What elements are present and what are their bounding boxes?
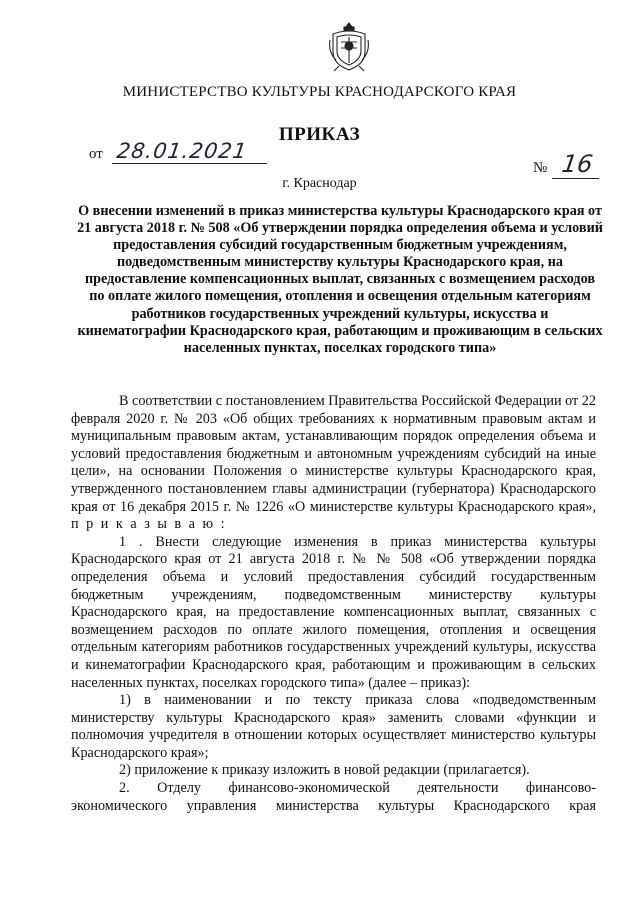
- date-prefix: от: [89, 146, 103, 162]
- ministry-name: МИНИСТЕРСТВО КУЛЬТУРЫ КРАСНОДАРСКОГО КРАЯ: [122, 84, 517, 100]
- item-1-1-paragraph: 1) в наименовании и по тексту приказа слова «подведомственным министерству культуры Краснодарского края» заменить словами «функции и полномочия учредителя в отношении которых осуществляет министерство культуры Краснодарского края»;: [71, 692, 596, 761]
- item-2-paragraph: 2. Отделу финансово-экономической деятельности финансово-экономического управления министерства культуры Краснодарского края: [71, 780, 596, 814]
- item-1-2-paragraph: 2) приложение к приказу изложить в новой редакции (прилагается).: [119, 762, 530, 779]
- city: г. Краснодар: [282, 176, 357, 191]
- date-underline: [112, 163, 267, 164]
- handwritten-date: 28.01.2021: [115, 139, 249, 163]
- order-subject: О внесении изменений в приказ министерства культуры Краснодарского края от 21 августа 2018 г. № 508 «Об утверждении порядка определения объема и условий предоставления субсидий государственным бюджетным учреждениям, подведомственным министерству культуры Краснодарского края, на предоставление компенсационных выплат, связанных с возмещением расходов по оплате жилого помещения, отопления и освещения отдельным категориям работников государственных учреждений культуры, искусства и кинематографии Краснодарского края, работающим и проживающим в сельских населенных пунктах, поселках городского типа»: [77, 203, 603, 356]
- item-1-paragraph: 1 . Внести следующие изменения в приказ министерства культуры Краснодарского края от 21 августа 2018 г. № № 508 «Об утверждении порядка определения объема и условий предоставления субсидий государственным бюджетным учреждениям, подведомственным министерству культуры Краснодарского края, на предоставление компенсационных выплат, связанных с возмещением расходов по оплате жилого помещения, отопления и освещения отдельным категориям работников государственных учреждений культуры, искусства и кинематографии Краснодарского края, работающим и проживающим в сельских населенных пунктах, поселках городского типа» (далее – приказ):: [71, 533, 596, 691]
- order-title: ПРИКАЗ: [278, 124, 361, 145]
- coat-of-arms-icon: [327, 20, 371, 74]
- preamble-paragraph: [71, 393, 596, 534]
- handwritten-number: 16: [560, 150, 595, 178]
- order-body: [71, 393, 596, 815]
- number-prefix: №: [533, 160, 548, 176]
- preamble-text: В соответствии с постановлением Правительства Российской Федерации от 22 февраля 2020 г. № 203 «Об общих требованиях к нормативным правовым актам и муниципальным правовым актам, устанавливающим порядок определения объема и условий предоставления бюджетным и автономным учреждениям субсидий на иные цели», на основании Положения о министерстве культуры Краснодарского края, утвержденного постановлением главы администрации (губернатора) Краснодарского края от 16 декабря 2015 г. № 1226 «О министерстве культуры Краснодарского края»,: [71, 393, 596, 515]
- order-word: п р и к а з ы в а ю :: [71, 516, 227, 533]
